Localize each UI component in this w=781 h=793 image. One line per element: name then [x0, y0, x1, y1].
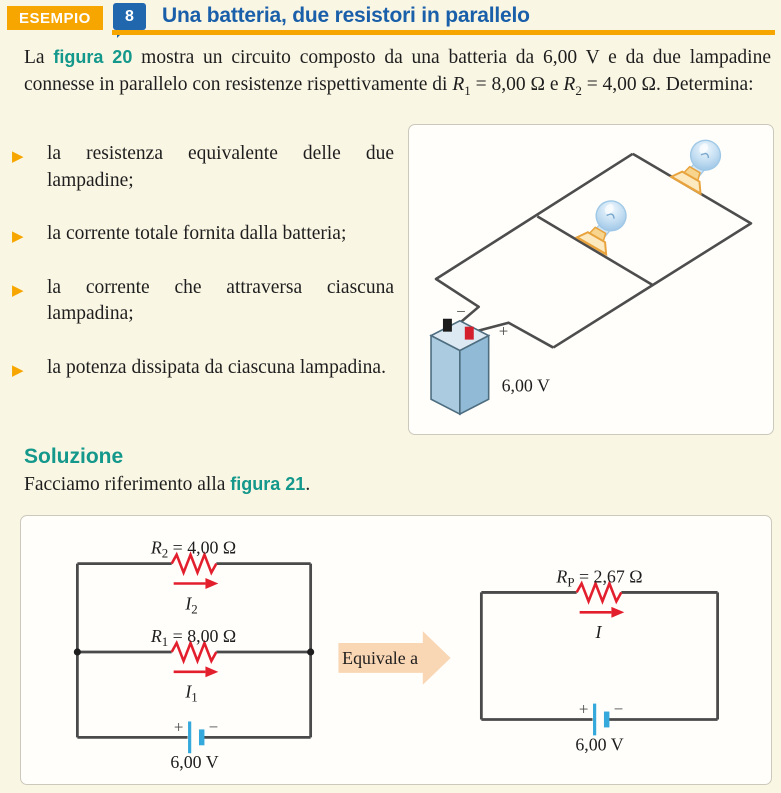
header-rule — [112, 30, 775, 35]
battery-voltage-label: 6,00 V — [575, 734, 624, 755]
bullet-triangle-icon: ▶ — [12, 360, 24, 379]
junction-dot — [74, 648, 81, 655]
resistor-r2-label: $R_2 = 4,00$ Ω — [150, 537, 237, 561]
minus-sign: − — [208, 717, 219, 737]
plus-sign: + — [498, 321, 509, 341]
resistor-rp-label: $R_P = 2,67$ Ω — [556, 566, 643, 590]
junction-dot — [307, 648, 314, 655]
battery-symbol — [188, 721, 204, 753]
task-text: la corrente che attraversa ciascuna lampadina; — [47, 276, 394, 324]
task-text: la resistenza equivalente delle due lampadine; — [47, 143, 394, 191]
battery-voltage-label: 6,00 V — [501, 375, 550, 396]
problem-intro — [24, 44, 771, 104]
equivalence-label: Equivale a — [342, 647, 419, 668]
current-i2-label: $I_2$ — [185, 593, 198, 617]
task-list — [12, 141, 394, 408]
list-item — [12, 221, 394, 248]
symbol-r1: R — [452, 73, 465, 95]
reference-text: Facciamo riferimento alla — [24, 474, 231, 495]
figure-21-reference: figura 21 — [230, 474, 306, 494]
figure-20-drawing — [409, 125, 773, 434]
task-text: la potenza dissipata da ciascuna lampadina. — [47, 356, 386, 378]
minus-sign: − — [613, 699, 624, 719]
symbol-r2-sub: 2 — [575, 82, 582, 98]
solution-reference — [24, 474, 310, 496]
figure-21-drawing — [21, 516, 771, 784]
example-number: 8 — [125, 7, 134, 25]
intro-text: La — [24, 47, 54, 68]
current-arrow-i2 — [174, 578, 219, 589]
reference-text: . — [305, 474, 311, 495]
current-i-label: I — [595, 622, 602, 643]
plus-sign: + — [578, 699, 589, 719]
symbol-r1-sub: 1 — [464, 82, 471, 98]
example-number-badge — [113, 3, 146, 30]
battery-voltage-label: 6,00 V — [170, 752, 219, 773]
positive-terminal — [465, 327, 474, 340]
symbol-r2: R — [563, 73, 576, 95]
light-bulb — [671, 133, 726, 194]
list-item — [12, 355, 394, 382]
example-kicker-badge: ESEMPIO — [7, 6, 103, 30]
resistor-r1-label: $R_1 = 8,00$ Ω — [150, 626, 237, 650]
intro-text: mostra un circuito composto da una batteria da 6,00 V e da due lampadine connesse in parallelo con resistenze rispettivamente di — [24, 47, 771, 95]
figure-21 — [20, 515, 772, 785]
figure-20-reference: figura 20 — [53, 47, 133, 67]
minus-sign: − — [456, 301, 466, 321]
bullet-triangle-icon: ▶ — [12, 147, 24, 165]
equivalence-arrow — [338, 631, 450, 685]
bullet-triangle-icon: ▶ — [12, 227, 24, 245]
task-text: la corrente totale fornita dalla batteria; — [47, 223, 347, 244]
example-title: Una batteria, due resistori in parallelo — [162, 4, 530, 27]
current-arrow-i1 — [174, 666, 219, 677]
solution-heading: Soluzione — [24, 445, 124, 468]
battery-3d — [431, 319, 489, 414]
intro-text: = 4,00 Ω. Determina: — [581, 73, 754, 95]
plus-sign: + — [173, 717, 184, 737]
battery-symbol — [593, 704, 609, 736]
figure-20 — [408, 124, 774, 435]
intro-text: = 8,00 Ω e — [470, 73, 564, 95]
circuit-wire — [436, 154, 751, 348]
list-item — [12, 141, 394, 194]
current-i1-label: $I_1$ — [185, 681, 198, 705]
list-item — [12, 275, 394, 328]
negative-terminal — [443, 319, 452, 332]
current-arrow-i — [580, 607, 625, 618]
bullet-triangle-icon: ▶ — [12, 280, 24, 299]
